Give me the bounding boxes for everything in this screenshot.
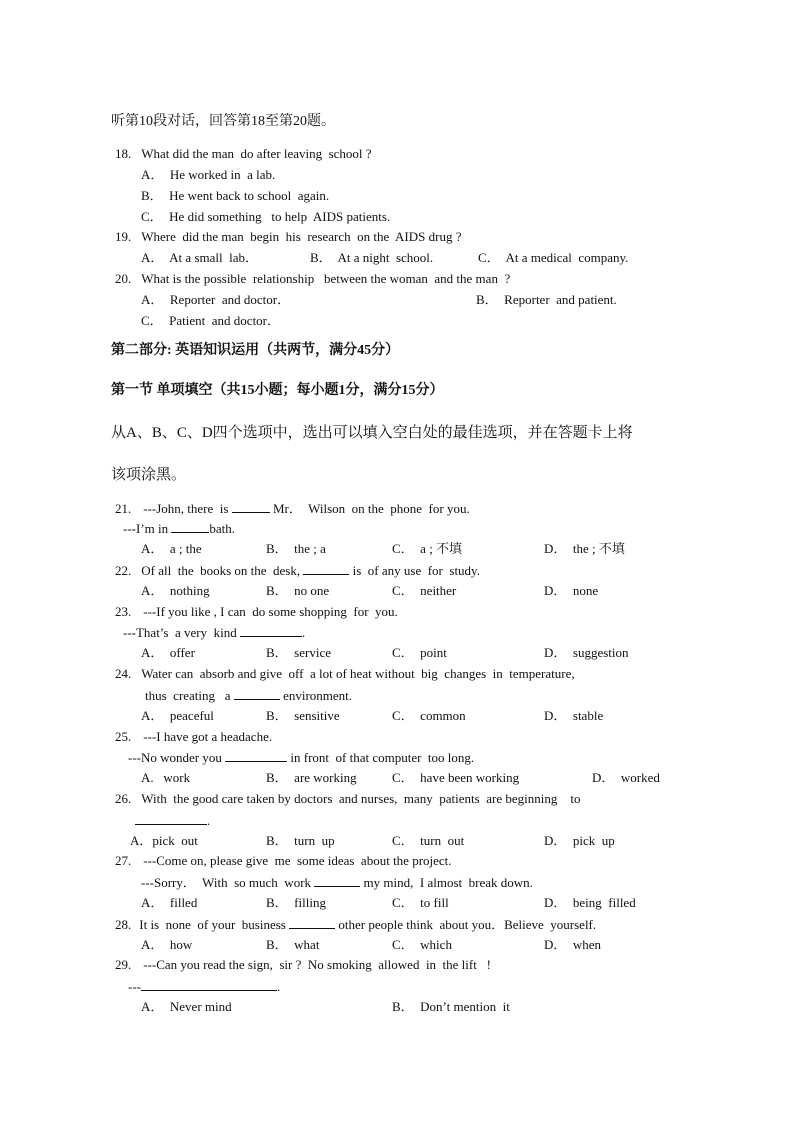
option-23-c: C． point bbox=[392, 645, 447, 660]
question-number: 23. bbox=[115, 604, 132, 619]
answer-blank bbox=[240, 624, 302, 637]
answer-blank bbox=[135, 812, 207, 825]
question-29 bbox=[115, 957, 491, 973]
question-text: ---No wonder you bbox=[128, 750, 222, 765]
option-21-b: B． the ; a bbox=[266, 541, 326, 556]
question-text: ---Sorry． With so much work bbox=[141, 875, 312, 890]
question-19 bbox=[115, 229, 461, 245]
option-21-a: A． a ; the bbox=[141, 541, 202, 556]
question-27 bbox=[115, 853, 452, 869]
question-stem: Where did the man begin his research on the AIDS drug ? bbox=[141, 229, 462, 244]
option-22-b: B． no one bbox=[266, 583, 330, 598]
option-23-a: A． offer bbox=[141, 645, 195, 660]
section1-instruction-line1: 从A、B、C、D四个选项中，选出可以填入空白处的最佳选项，并在答题卡上将 bbox=[111, 425, 633, 441]
question-28 bbox=[115, 916, 596, 933]
option-25-b: B． are working bbox=[266, 770, 357, 785]
option-28-c: C． which bbox=[392, 937, 452, 952]
question-number: 19. bbox=[115, 229, 132, 244]
question-number: 22. bbox=[115, 563, 132, 578]
part2-title: 第二部分: 英语知识运用（共两节，满分45分） bbox=[111, 343, 400, 358]
question-number: 25. bbox=[115, 729, 132, 744]
question-26 bbox=[115, 791, 580, 807]
question-text: --- bbox=[128, 979, 141, 994]
option-24-b: B． sensitive bbox=[266, 708, 340, 723]
option-23-d: D． suggestion bbox=[544, 645, 629, 660]
question-number: 21. bbox=[115, 501, 132, 516]
option-24-d: D． stable bbox=[544, 708, 604, 723]
answer-blank bbox=[303, 562, 349, 575]
question-text: With the good care taken by doctors and nurses, many patients are beginning to bbox=[141, 791, 581, 806]
question-stem: What did the man do after leaving school ? bbox=[141, 146, 372, 161]
option-21-d: D． the ; 不填 bbox=[544, 541, 625, 556]
question-text: other people think about you．Believe yourself. bbox=[338, 917, 597, 932]
question-18 bbox=[115, 146, 372, 162]
question-text: thus creating a bbox=[145, 688, 231, 703]
option-18-b: B． He went back to school again. bbox=[141, 188, 330, 203]
question-text: . bbox=[277, 979, 281, 994]
question-24 bbox=[115, 666, 575, 682]
option-26-d: D． pick up bbox=[544, 833, 615, 848]
question-text: ---John, there is bbox=[143, 501, 229, 516]
question-text: bath. bbox=[209, 521, 236, 536]
option-21-c: C． a ; 不填 bbox=[392, 541, 463, 556]
option-25-c: C． have been working bbox=[392, 770, 520, 785]
option-18-a: A． He worked in a lab. bbox=[141, 167, 276, 182]
option-24-a: A． peaceful bbox=[141, 708, 214, 723]
question-number: 18. bbox=[115, 146, 132, 161]
question-23 bbox=[115, 604, 398, 620]
question-text: Of all the books on the desk, bbox=[141, 563, 301, 578]
section1-instruction-line2: 该项涂黑。 bbox=[111, 467, 187, 483]
option-26-a: A．pick out bbox=[130, 833, 198, 848]
question-21-reply bbox=[123, 520, 235, 537]
question-25 bbox=[115, 729, 272, 745]
listening-instruction: 听第10段对话，回答第18至第20题。 bbox=[111, 114, 335, 129]
option-22-c: C． neither bbox=[392, 583, 457, 598]
question-text: ---If you like , I can do some shopping for you. bbox=[143, 604, 398, 619]
option-26-c: C． turn out bbox=[392, 833, 465, 848]
option-25-d: D． worked bbox=[592, 770, 660, 785]
option-24-c: C． common bbox=[392, 708, 466, 723]
question-text: Mr． Wilson on the phone for you. bbox=[272, 501, 470, 516]
question-text: Water can absorb and give off a lot of heat without big changes in temperature, bbox=[141, 666, 575, 681]
question-text: my mind, I almost break down. bbox=[363, 875, 533, 890]
option-22-d: D． none bbox=[544, 583, 599, 598]
question-27-reply bbox=[141, 874, 533, 891]
answer-blank bbox=[314, 874, 360, 887]
answer-blank bbox=[141, 978, 277, 991]
option-23-b: B． service bbox=[266, 645, 331, 660]
option-28-a: A． how bbox=[141, 937, 193, 952]
question-number: 26. bbox=[115, 791, 132, 806]
question-text: environment. bbox=[283, 688, 353, 703]
question-stem: What is the possible relationship between the woman and the man ? bbox=[141, 271, 511, 286]
option-27-d: D． being filled bbox=[544, 895, 636, 910]
answer-blank bbox=[225, 749, 287, 762]
option-20-a: A． Reporter and doctor． bbox=[141, 292, 291, 307]
option-22-a: A． nothing bbox=[141, 583, 210, 598]
question-22 bbox=[115, 562, 480, 579]
option-19-b: B． At a night school. bbox=[310, 250, 434, 265]
question-text: ---That’s a very kind bbox=[123, 625, 237, 640]
option-29-b: B． Don’t mention it bbox=[392, 999, 510, 1014]
section1-title: 第一节 单项填空（共15小题；每小题1分，满分15分） bbox=[111, 383, 444, 398]
question-number: 20. bbox=[115, 271, 132, 286]
answer-blank bbox=[289, 916, 335, 929]
option-29-a: A． Never mind bbox=[141, 999, 232, 1014]
question-text: ---I have got a headache. bbox=[143, 729, 273, 744]
question-number: 29. bbox=[115, 957, 132, 972]
answer-blank bbox=[171, 520, 209, 533]
option-19-c: C． At a medical company. bbox=[478, 250, 629, 265]
option-27-a: A． filled bbox=[141, 895, 198, 910]
option-27-b: B． filling bbox=[266, 895, 326, 910]
question-21 bbox=[115, 500, 470, 517]
question-text: is of any use for study. bbox=[352, 563, 480, 578]
option-20-b: B． Reporter and patient. bbox=[476, 292, 617, 307]
answer-blank bbox=[232, 500, 270, 513]
question-text: It is none of your business bbox=[139, 917, 286, 932]
answer-blank bbox=[234, 687, 280, 700]
option-25-a: A. work bbox=[141, 770, 191, 785]
question-29-reply bbox=[128, 978, 280, 995]
question-text: ---Can you read the sign, sir ? No smoking allowed in the lift ! bbox=[143, 957, 491, 972]
option-28-d: D． when bbox=[544, 937, 602, 952]
question-20 bbox=[115, 271, 510, 287]
question-text: . bbox=[301, 625, 306, 640]
question-24-cont bbox=[145, 687, 352, 704]
question-text: in front of that computer too long. bbox=[290, 750, 475, 765]
question-text: ---Come on, please give me some ideas about the project. bbox=[143, 853, 452, 868]
option-26-b: B． turn up bbox=[266, 833, 335, 848]
option-27-c: C． to fill bbox=[392, 895, 449, 910]
option-28-b: B． what bbox=[266, 937, 320, 952]
question-23-reply bbox=[123, 624, 305, 641]
option-20-c: C． Patient and doctor． bbox=[141, 313, 281, 328]
question-26-cont bbox=[135, 812, 210, 829]
question-25-reply bbox=[128, 749, 474, 766]
question-number: 27. bbox=[115, 853, 132, 868]
option-19-a: A． At a small lab． bbox=[141, 250, 258, 265]
question-number: 24. bbox=[115, 666, 132, 681]
question-number: 28. bbox=[115, 917, 132, 932]
option-18-c: C． He did something to help AIDS patients. bbox=[141, 209, 391, 224]
question-text: ---I’m in bbox=[123, 521, 169, 536]
question-text: . bbox=[207, 813, 211, 828]
